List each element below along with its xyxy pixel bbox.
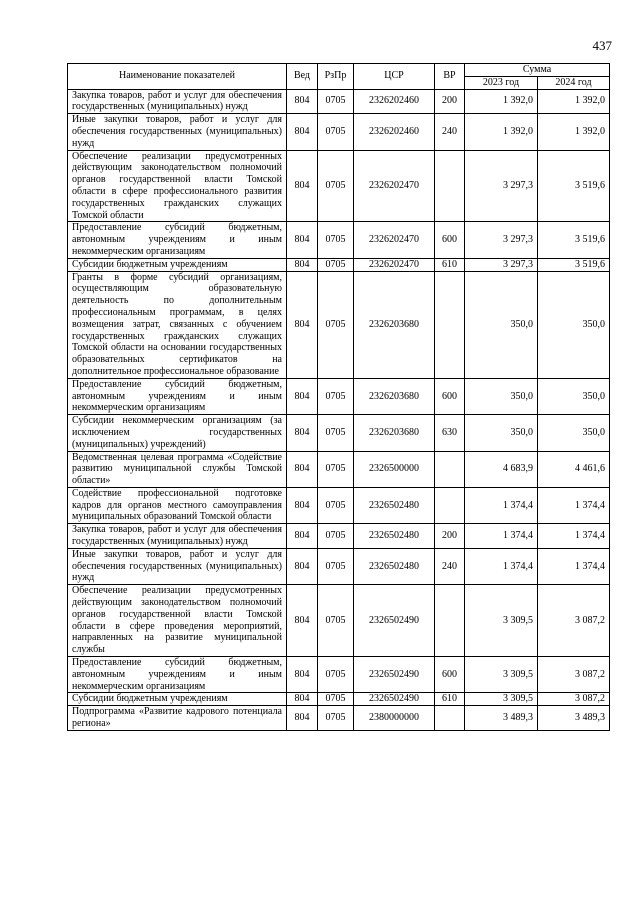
table-row <box>68 585 610 657</box>
cell-vr: 240 <box>435 114 465 150</box>
cell-ved: 804 <box>287 693 318 706</box>
cell-csr: 2326502490 <box>354 693 435 706</box>
cell-sum-2023: 1 374,4 <box>465 548 538 584</box>
cell-vr <box>435 271 465 378</box>
header-ved: Вед <box>287 64 318 90</box>
cell-vr <box>435 150 465 222</box>
cell-sum-2024: 3 087,2 <box>538 585 610 657</box>
table-row <box>68 222 610 258</box>
cell-rzpr: 0705 <box>318 150 354 222</box>
cell-vr: 610 <box>435 258 465 271</box>
cell-sum-2024: 3 519,6 <box>538 258 610 271</box>
cell-sum-2023: 3 297,3 <box>465 150 538 222</box>
cell-csr: 2326203680 <box>354 415 435 451</box>
table-row <box>68 150 610 222</box>
cell-name: Субсидии бюджетным учреждениям <box>68 693 287 706</box>
cell-csr: 2326502490 <box>354 657 435 693</box>
cell-ved: 804 <box>287 150 318 222</box>
table-row <box>68 548 610 584</box>
cell-name: Субсидии бюджетным учреждениям <box>68 258 287 271</box>
cell-name: Предоставление субсидий бюджетным, автономным учреждениям и иным некоммерческим организациям <box>68 222 287 258</box>
cell-sum-2024: 1 392,0 <box>538 114 610 150</box>
table-body <box>68 89 610 730</box>
cell-sum-2024: 1 374,4 <box>538 487 610 523</box>
table-row <box>68 524 610 549</box>
cell-csr: 2326202460 <box>354 114 435 150</box>
cell-sum-2023: 3 309,5 <box>465 693 538 706</box>
cell-name: Обеспечение реализации предусмотренных действующим законодательством полномочий органов государственной власти Томской области в сфере проведения мероприятий, направленных на развитие муниципальной службы <box>68 585 287 657</box>
table-row <box>68 271 610 378</box>
cell-rzpr: 0705 <box>318 487 354 523</box>
cell-ved: 804 <box>287 451 318 487</box>
cell-name: Ведомственная целевая программа «Содействие развитию муниципальной службы Томской области» <box>68 451 287 487</box>
cell-ved: 804 <box>287 258 318 271</box>
cell-sum-2024: 350,0 <box>538 271 610 378</box>
cell-ved: 804 <box>287 114 318 150</box>
cell-csr: 2326502480 <box>354 548 435 584</box>
cell-name: Предоставление субсидий бюджетным, автономным учреждениям и иным некоммерческим организациям <box>68 378 287 414</box>
cell-ved: 804 <box>287 89 318 114</box>
cell-sum-2024: 3 087,2 <box>538 693 610 706</box>
cell-rzpr: 0705 <box>318 378 354 414</box>
cell-sum-2024: 1 374,4 <box>538 524 610 549</box>
cell-ved: 804 <box>287 524 318 549</box>
table-row <box>68 378 610 414</box>
header-rzpr: РзПр <box>318 64 354 90</box>
table-row <box>68 487 610 523</box>
cell-sum-2024: 3 087,2 <box>538 657 610 693</box>
cell-name: Закупка товаров, работ и услуг для обеспечения государственных (муниципальных) нужд <box>68 89 287 114</box>
cell-sum-2024: 1 374,4 <box>538 548 610 584</box>
cell-sum-2023: 1 392,0 <box>465 114 538 150</box>
table-row <box>68 693 610 706</box>
table-row <box>68 706 610 731</box>
cell-name: Иные закупки товаров, работ и услуг для обеспечения государственных (муниципальных) нужд <box>68 548 287 584</box>
cell-vr: 610 <box>435 693 465 706</box>
cell-sum-2024: 1 392,0 <box>538 89 610 114</box>
table-row <box>68 89 610 114</box>
cell-sum-2023: 3 297,3 <box>465 222 538 258</box>
cell-name: Предоставление субсидий бюджетным, автономным учреждениям и иным некоммерческим организациям <box>68 657 287 693</box>
cell-ved: 804 <box>287 222 318 258</box>
cell-sum-2023: 4 683,9 <box>465 451 538 487</box>
cell-rzpr: 0705 <box>318 657 354 693</box>
cell-ved: 804 <box>287 271 318 378</box>
header-year-2024: 2024 год <box>538 76 610 89</box>
cell-ved: 804 <box>287 657 318 693</box>
table-row <box>68 657 610 693</box>
cell-csr: 2326202470 <box>354 222 435 258</box>
cell-vr: 240 <box>435 548 465 584</box>
budget-table <box>67 63 610 731</box>
cell-rzpr: 0705 <box>318 89 354 114</box>
cell-csr: 2326202470 <box>354 258 435 271</box>
header-vr: ВР <box>435 64 465 90</box>
cell-name: Иные закупки товаров, работ и услуг для обеспечения государственных (муниципальных) нужд <box>68 114 287 150</box>
cell-vr: 600 <box>435 222 465 258</box>
cell-sum-2023: 350,0 <box>465 415 538 451</box>
cell-rzpr: 0705 <box>318 451 354 487</box>
cell-csr: 2326502480 <box>354 524 435 549</box>
header-csr: ЦСР <box>354 64 435 90</box>
cell-ved: 804 <box>287 706 318 731</box>
cell-sum-2023: 1 374,4 <box>465 487 538 523</box>
cell-sum-2024: 3 489,3 <box>538 706 610 731</box>
cell-ved: 804 <box>287 487 318 523</box>
cell-vr <box>435 585 465 657</box>
cell-vr: 630 <box>435 415 465 451</box>
cell-vr: 200 <box>435 89 465 114</box>
table-row <box>68 415 610 451</box>
cell-sum-2023: 350,0 <box>465 378 538 414</box>
cell-ved: 804 <box>287 415 318 451</box>
cell-csr: 2326202460 <box>354 89 435 114</box>
cell-vr: 600 <box>435 378 465 414</box>
cell-sum-2023: 1 392,0 <box>465 89 538 114</box>
cell-ved: 804 <box>287 378 318 414</box>
cell-rzpr: 0705 <box>318 222 354 258</box>
cell-rzpr: 0705 <box>318 415 354 451</box>
cell-sum-2024: 3 519,6 <box>538 222 610 258</box>
cell-name: Содействие профессиональной подготовке кадров для органов местного самоуправления муниципальных образований Томской области <box>68 487 287 523</box>
cell-vr: 200 <box>435 524 465 549</box>
cell-sum-2023: 3 309,5 <box>465 657 538 693</box>
cell-csr: 2326203680 <box>354 378 435 414</box>
cell-rzpr: 0705 <box>318 258 354 271</box>
cell-sum-2024: 3 519,6 <box>538 150 610 222</box>
cell-rzpr: 0705 <box>318 706 354 731</box>
cell-csr: 2380000000 <box>354 706 435 731</box>
cell-name: Обеспечение реализации предусмотренных действующим законодательством полномочий органов государственной власти Томской области в сфере профессионального развития государственных гражданских служащих Томской области <box>68 150 287 222</box>
cell-ved: 804 <box>287 585 318 657</box>
cell-sum-2023: 350,0 <box>465 271 538 378</box>
cell-vr <box>435 706 465 731</box>
table-row <box>68 258 610 271</box>
table-row <box>68 114 610 150</box>
cell-name: Гранты в форме субсидий организациям, осуществляющим образовательную деятельность по дополнительным профессиональным программам, в целях возмещения затрат, связанных с обучением государственных гражданских служащих Томской области на основании государственных образовательных сертификатов на дополнительное профессиональное образование <box>68 271 287 378</box>
cell-sum-2024: 4 461,6 <box>538 451 610 487</box>
cell-rzpr: 0705 <box>318 585 354 657</box>
cell-sum-2023: 3 489,3 <box>465 706 538 731</box>
cell-csr: 2326203680 <box>354 271 435 378</box>
cell-vr <box>435 451 465 487</box>
header-summa: Сумма <box>465 64 610 77</box>
cell-rzpr: 0705 <box>318 548 354 584</box>
table-row <box>68 451 610 487</box>
cell-rzpr: 0705 <box>318 114 354 150</box>
cell-rzpr: 0705 <box>318 693 354 706</box>
header-name: Наименование показателей <box>68 64 287 90</box>
cell-csr: 2326502490 <box>354 585 435 657</box>
cell-sum-2023: 3 297,3 <box>465 258 538 271</box>
cell-sum-2024: 350,0 <box>538 415 610 451</box>
cell-sum-2024: 350,0 <box>538 378 610 414</box>
cell-name: Субсидии некоммерческим организациям (за исключением государственных (муниципальных) учреждений) <box>68 415 287 451</box>
cell-rzpr: 0705 <box>318 271 354 378</box>
cell-name: Подпрограмма «Развитие кадрового потенциала региона» <box>68 706 287 731</box>
cell-vr <box>435 487 465 523</box>
page-number: 437 <box>592 38 612 53</box>
cell-csr: 2326202470 <box>354 150 435 222</box>
header-year-2023: 2023 год <box>465 76 538 89</box>
cell-name: Закупка товаров, работ и услуг для обеспечения государственных (муниципальных) нужд <box>68 524 287 549</box>
cell-sum-2023: 1 374,4 <box>465 524 538 549</box>
cell-csr: 2326502480 <box>354 487 435 523</box>
cell-ved: 804 <box>287 548 318 584</box>
cell-csr: 2326500000 <box>354 451 435 487</box>
cell-rzpr: 0705 <box>318 524 354 549</box>
cell-sum-2023: 3 309,5 <box>465 585 538 657</box>
cell-vr: 600 <box>435 657 465 693</box>
